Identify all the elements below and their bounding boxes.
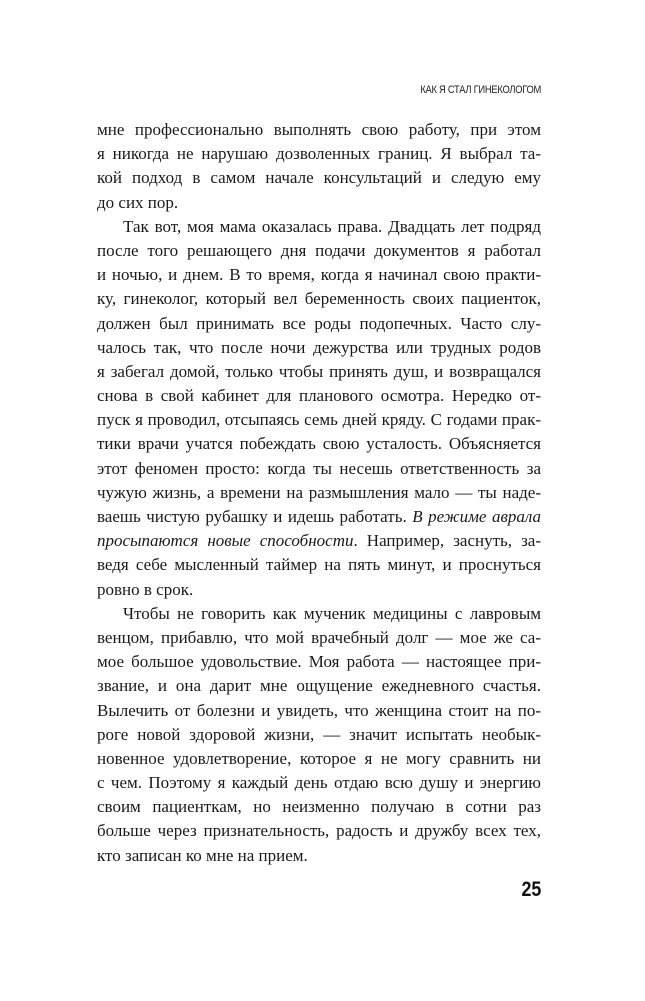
text-segment: я забегал домой, только чтобы принять душ, и возвращался: [97, 361, 541, 381]
text-segment: Так вот, моя мама оказалась права. Двадцать лет подряд: [123, 216, 541, 236]
text-segment: до сих пор.: [97, 192, 179, 212]
text-segment: пуск я проводил, отсыпаясь семь дней кряду. С годами прак-: [97, 410, 541, 430]
italic-text: В режиме аврала: [412, 507, 541, 526]
text-line: [97, 795, 541, 819]
text-line: [97, 457, 541, 481]
text-line: [97, 118, 541, 142]
text-segment: чужую жизнь, а времени на размышления мало — ты наде-: [97, 482, 541, 502]
text-line: [97, 239, 541, 263]
text-line: [97, 553, 541, 577]
text-segment: роге новой здоровой жизни, — значит испытать необык-: [97, 724, 541, 744]
text-segment: кто записан ко мне на прием.: [97, 845, 308, 865]
page-number: 25: [521, 878, 541, 901]
text-line: [97, 287, 541, 311]
text-line: [97, 529, 541, 553]
text-segment: новенное удовлетворение, которое я не могу сравнить ни: [97, 748, 541, 768]
text-segment: венцом, прибавлю, что мой врачебный долг — мое же са-: [97, 627, 541, 647]
text-line: [97, 674, 541, 698]
italic-text: просыпаются новые способности: [97, 531, 354, 551]
text-line: [97, 432, 541, 456]
body-text: [97, 118, 541, 868]
text-line: [97, 312, 541, 336]
text-segment: с чем. Поэтому я каждый день отдаю всю душу и энергию: [97, 773, 541, 793]
text-line: [97, 699, 541, 723]
text-line: [97, 626, 541, 650]
text-line: [97, 166, 541, 190]
text-segment: после того решающего дня подачи документов я работал: [97, 240, 541, 260]
text-segment: Вылечить от болезни и увидеть, что женщина стоит на по-: [97, 700, 541, 720]
text-segment: больше через признательность, радость и дружбу всех тех,: [97, 821, 541, 841]
text-segment: звание, и она дарит мне ощущение ежедневного счастья.: [97, 676, 541, 696]
text-segment: . Например, заснуть, за-: [353, 531, 541, 551]
text-line: [97, 771, 541, 795]
text-segment: должен был принимать все роды подопечных. Часто слу-: [97, 313, 541, 333]
running-header: КАК Я СТАЛ ГИНЕКОЛОГОМ: [420, 84, 541, 96]
text-segment: ку, гинеколог, который вел беременность своих пациенток,: [97, 289, 541, 309]
text-segment: кой подход в самом начале консультаций и следую ему: [97, 168, 541, 188]
text-segment: ведя себе мысленный таймер на пять минут, и проснуться: [97, 555, 541, 575]
text-segment: чалось так, что после ночи дежурства или трудных родов: [97, 337, 541, 357]
text-line: [97, 384, 541, 408]
text-segment: своим пациенткам, но неизменно получаю в сотни раз: [97, 797, 541, 817]
text-line: [97, 336, 541, 360]
text-line: [97, 747, 541, 771]
text-segment: и ночью, и днем. В то время, когда я начинал свою практи-: [97, 265, 541, 285]
text-line: [97, 578, 541, 602]
text-line: [97, 650, 541, 674]
text-line: [97, 215, 541, 239]
text-segment: ровно в срок.: [97, 579, 194, 599]
text-line: [97, 360, 541, 384]
text-segment: ваешь чистую рубашку и идешь работать.: [97, 507, 413, 526]
text-line: [97, 263, 541, 287]
text-line: [97, 191, 541, 215]
text-segment: Чтобы не говорить как мученик медицины с лавровым: [123, 603, 541, 623]
text-line: [97, 481, 541, 505]
text-line: [97, 844, 541, 868]
text-line: [97, 505, 541, 529]
text-segment: мне профессионально выполнять свою работу, при этом: [97, 120, 541, 139]
text-segment: мое большое удовольствие. Моя работа — настоящее при-: [97, 652, 541, 672]
text-segment: тики врачи учатся побеждать свою усталость. Объясняется: [97, 434, 541, 454]
text-line: [97, 819, 541, 843]
text-segment: я никогда не нарушаю дозволенных границ. Я выбрал та-: [97, 144, 541, 164]
text-line: [97, 142, 541, 166]
text-segment: снова в свой кабинет для планового осмотра. Нередко от-: [97, 386, 541, 406]
text-line: [97, 723, 541, 747]
text-line: [97, 408, 541, 432]
text-line: [97, 602, 541, 626]
text-segment: этот феномен просто: когда ты несешь ответственность за: [97, 458, 541, 478]
